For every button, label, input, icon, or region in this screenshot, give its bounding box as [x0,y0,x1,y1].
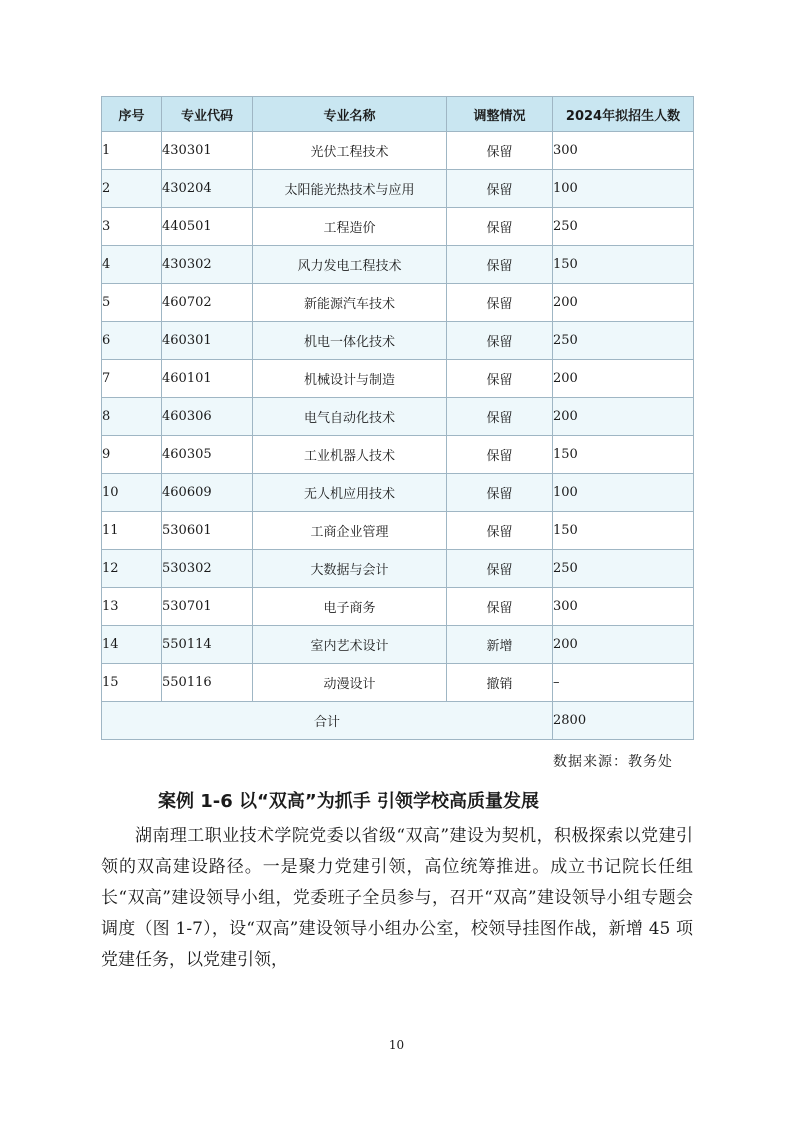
cell-code: 460702 [162,284,253,322]
data-source-note: 数据来源：教务处 [553,754,673,770]
header-code: 专业代码 [162,97,253,132]
cell-status: 新增 [447,626,553,664]
cell-name: 室内艺术设计 [253,626,447,664]
table-row [102,436,694,474]
cell-code: 530701 [162,588,253,626]
table-row [102,474,694,512]
cell-code: 430204 [162,170,253,208]
cell-name: 机电一体化技术 [253,322,447,360]
header-name: 专业名称 [253,97,447,132]
cell-status: 保留 [447,550,553,588]
cell-index: 6 [102,322,162,360]
cell-index: 14 [102,626,162,664]
table-row [102,512,694,550]
table-row [102,246,694,284]
header-index: 序号 [102,97,162,132]
cell-count: 250 [553,550,694,588]
cell-status: 保留 [447,512,553,550]
cell-name: 无人机应用技术 [253,474,447,512]
cell-index: 5 [102,284,162,322]
cell-count: 250 [553,322,694,360]
cell-code: 460609 [162,474,253,512]
cell-status: 保留 [447,208,553,246]
cell-status: 保留 [447,132,553,170]
cell-index: 4 [102,246,162,284]
cell-count: 200 [553,360,694,398]
cell-count: 300 [553,588,694,626]
cell-name: 光伏工程技术 [253,132,447,170]
cell-code: 430301 [162,132,253,170]
cell-count: – [553,664,694,702]
cell-name: 机械设计与制造 [253,360,447,398]
cell-name: 工商企业管理 [253,512,447,550]
cell-count: 150 [553,436,694,474]
cell-name: 工业机器人技术 [253,436,447,474]
cell-index: 13 [102,588,162,626]
table-row [102,398,694,436]
table-row [102,322,694,360]
cell-count: 150 [553,246,694,284]
header-status: 调整情况 [447,97,553,132]
table-total-row [102,702,694,740]
cell-count: 100 [553,474,694,512]
cell-count: 200 [553,626,694,664]
cell-name: 动漫设计 [253,664,447,702]
table-row [102,360,694,398]
cell-index: 3 [102,208,162,246]
cell-name: 太阳能光热技术与应用 [253,170,447,208]
cell-index: 7 [102,360,162,398]
cell-code: 430302 [162,246,253,284]
cell-count: 200 [553,284,694,322]
cell-name: 工程造价 [253,208,447,246]
table-row [102,626,694,664]
cell-status: 保留 [447,322,553,360]
cell-index: 10 [102,474,162,512]
cell-code: 460301 [162,322,253,360]
cell-count: 300 [553,132,694,170]
cell-index: 9 [102,436,162,474]
cell-index: 2 [102,170,162,208]
cell-code: 460305 [162,436,253,474]
cell-status: 保留 [447,436,553,474]
cell-name: 电气自动化技术 [253,398,447,436]
table-row [102,208,694,246]
cell-index: 1 [102,132,162,170]
cell-status: 保留 [447,246,553,284]
total-label: 合计 [102,702,553,740]
table-row [102,588,694,626]
cell-code: 460306 [162,398,253,436]
cell-count: 200 [553,398,694,436]
cell-code: 460101 [162,360,253,398]
cell-code: 530302 [162,550,253,588]
body-paragraph: 湖南理工职业技术学院党委以省级“双高”建设为契机，积极探索以党建引领的双高建设路径。一是聚力党建引领，高位统筹推进。成立书记院长任组长“双高”建设领导小组，党委班子全员参与，召开“双高”建设领导小组专题会调度（图 1-7），设“双高”建设领导小组办公室，校领导挂图作战，新增 45 项党建任务，以党建引领， [101,826,693,970]
cell-status: 保留 [447,284,553,322]
header-count: 2024年拟招生人数 [553,97,694,132]
table-row [102,664,694,702]
majors-table [101,96,694,740]
table-row [102,284,694,322]
cell-status: 保留 [447,360,553,398]
table-row [102,170,694,208]
cell-code: 440501 [162,208,253,246]
table-row [102,550,694,588]
cell-status: 保留 [447,474,553,512]
total-count: 2800 [553,702,694,740]
case-title: 案例 1-6 以“双高”为抓手 引领学校高质量发展 [158,791,539,812]
cell-code: 550116 [162,664,253,702]
cell-index: 8 [102,398,162,436]
cell-name: 新能源汽车技术 [253,284,447,322]
cell-status: 保留 [447,398,553,436]
cell-code: 530601 [162,512,253,550]
table-header-row [102,97,694,132]
page-number: 10 [388,1038,405,1052]
cell-index: 12 [102,550,162,588]
cell-count: 150 [553,512,694,550]
table-body [102,132,694,740]
cell-name: 大数据与会计 [253,550,447,588]
cell-count: 250 [553,208,694,246]
table-row [102,132,694,170]
cell-name: 风力发电工程技术 [253,246,447,284]
cell-name: 电子商务 [253,588,447,626]
cell-code: 550114 [162,626,253,664]
cell-status: 保留 [447,588,553,626]
cell-status: 保留 [447,170,553,208]
cell-count: 100 [553,170,694,208]
cell-index: 11 [102,512,162,550]
body-text [101,821,693,976]
cell-status: 撤销 [447,664,553,702]
cell-index: 15 [102,664,162,702]
